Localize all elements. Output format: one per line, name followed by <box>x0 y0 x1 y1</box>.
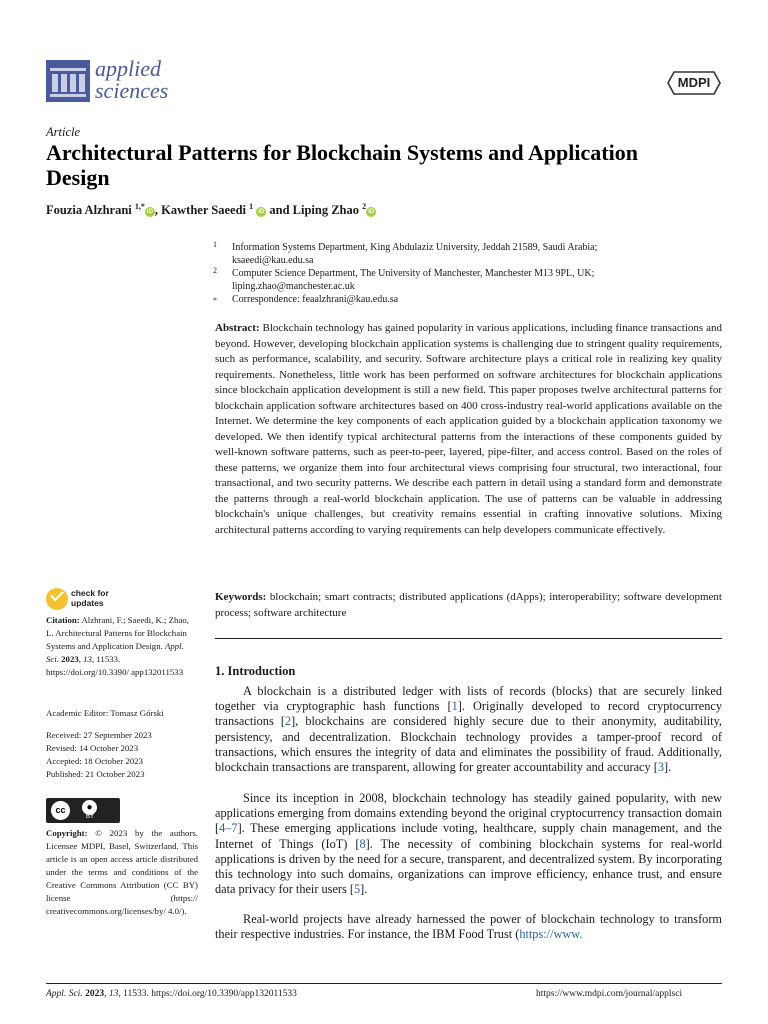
affiliation-line: Information Systems Department, King Abdulaziz University, Jeddah 21589, Saudi Arabia; <box>232 242 598 253</box>
paragraph-text: ]. These emerging applications include voting, healthcare, supply chain management, and the Internet of Things (IoT) [ <box>215 821 722 851</box>
paragraph <box>215 684 722 775</box>
citation-block: Citation: Alzhrani, F.; Saeedi, K.; Zhao, L. Architectural Patterns for Blockchain Systems and Application Design. Appl. Sci. 2023, 13, 11533. https://doi.org/10.3390/ app132011533 <box>46 615 189 677</box>
date-revised: Revised: 14 October 2023 <box>46 743 139 753</box>
author-name: Kawther Saeedi <box>161 203 246 218</box>
date-received: Received: 27 September 2023 <box>46 730 152 740</box>
dates-block <box>46 729 198 781</box>
check-updates-line1: check for <box>71 588 109 598</box>
cc-icon: cc <box>51 801 70 820</box>
date-accepted: Accepted: 18 October 2023 <box>46 756 143 766</box>
footer-volume: 13 <box>108 989 119 999</box>
journal-logo-icon <box>46 60 90 102</box>
citation-journal: Appl. Sci. <box>46 641 184 664</box>
keywords <box>215 590 722 621</box>
keywords-text: blockchain; smart contracts; distributed applications (dApps); interoperability; software development process; software architecture <box>215 591 722 619</box>
correspondence: Correspondence: feaalzhrani@kau.edu.sa <box>232 294 399 305</box>
affiliation-mark: 2 <box>213 266 217 275</box>
affiliation-line: Computer Science Department, The University of Manchester, Manchester M13 9PL, UK; <box>232 268 595 279</box>
abstract <box>215 321 722 538</box>
journal-name-line1: applied <box>95 56 161 81</box>
footer-journal: Appl. Sci. <box>46 989 83 999</box>
citation-link[interactable]: 4–7 <box>219 821 238 836</box>
author-name: Liping Zhao <box>292 203 360 218</box>
paragraph-text: ], blockchains are considered highly secure due to their anonymity, auditability, persistency, and decentralization. Blockchain technology provides a tamper-proof record of transactions, which ensures the integrity of data and eliminates the possibility of fraud. Additionally, blockchain transactions are transparent, allowing for greater accountability and accuracy [ <box>215 714 722 775</box>
copyright-label: Copyright: <box>46 828 88 838</box>
page-title: Architectural Patterns for Blockchain Systems and Application Design <box>46 140 638 190</box>
affiliation-mark: 1 <box>213 240 217 249</box>
citation-link[interactable]: 3 <box>657 760 664 775</box>
affiliation <box>232 242 722 267</box>
author-list: Fouzia Alzhrani $^{1,*}$iD , Kawther Saeedi $^1$ iD and Liping Zhao $^2$iD <box>46 202 375 218</box>
academic-editor: Academic Editor: Tomasz Górski <box>46 708 164 718</box>
keywords-label: Keywords: <box>215 591 267 603</box>
abstract-text: Blockchain technology has gained popularity in various applications, including finance transactions and beyond. However, developing blockchain application systems is challenging due to stringent quality requirements, such as performance, scalability, and security. Software architecture plays a critical role in realizing key quality requirements. Nonetheless, little work has been performed on software architectures for blockchain applications since blockchain application development is still a new field. This paper proposes twelve architectural patterns for blockchain application software architectures based on 400 cross-industry real-world applications available on the Internet. We determine the key components of each application guided by a blockchain application taxonomy we developed. We then identify typical architectural patterns from the interactions of these components guided by well-known software patterns, such as peer-to-peer, layered, pipe-filter, and access control. Based on the roles of these patterns, we organize them into four architectural views comprising four structural, two interactional, four transactional, and two security patterns. We describe each pattern in detail using a standard form and demonstrate the patterns through a real-world blockchain application. The use of patterns can be valuable in addressing blockchain's unique challenges, but creativity remains essential in crafting innovative solutions. Mixing architectural patterns according to varying requirements can help developers communicate effectively. <box>215 322 722 536</box>
section-divider <box>215 638 722 639</box>
journal-name <box>95 58 168 102</box>
cc-by-license-badge[interactable] <box>46 798 120 823</box>
citation-year: 2023 <box>61 654 79 664</box>
author-joiner: and <box>269 203 290 218</box>
paragraph-text: ]. Originally developed to record cryptocurrency transactions [ <box>215 699 723 729</box>
paragraph-text: ]. <box>663 760 672 775</box>
date-published: Published: 21 October 2023 <box>46 769 145 779</box>
section-heading: 1. Introduction <box>215 664 296 678</box>
paragraph <box>215 912 722 942</box>
affiliation-email[interactable]: liping.zhao@manchester.ac.uk <box>232 280 355 292</box>
footer-journal-url[interactable]: https://www.mdpi.com/journal/applsci <box>536 989 683 999</box>
copyright-text: © 2023 by the authors. Licensee MDPI, Basel, Switzerland. This article is an open access article distributed under the terms and conditions of the Creative Commons Attribution (CC BY) license (https:// creativecommons.org/licenses/by/ 4.0/). <box>46 828 199 916</box>
orcid-icon[interactable]: iD <box>368 209 375 216</box>
paragraph-text: Real-world projects have already harnessed the power of blockchain technology to transform their respective industries. For instance, the IBM Food Trust ( <box>215 912 722 942</box>
check-updates-icon <box>46 588 68 610</box>
check-updates-line2: updates <box>71 598 104 608</box>
correspondence-mark: * <box>213 296 217 305</box>
copyright-block <box>46 827 198 918</box>
orcid-icon[interactable]: iD <box>258 209 265 216</box>
article-type: Article <box>46 125 81 139</box>
by-label: BY <box>86 814 95 820</box>
paragraph-text: A blockchain is a distributed ledger with lists of records (blocks) that are securely linked together via cryptographic hash functions [ <box>215 684 722 714</box>
citation-link[interactable]: 5 <box>353 882 361 897</box>
footer-citation: Appl. Sci. 2023, 13, 11533. https://doi.org/10.3390/app132011533 <box>46 989 297 999</box>
paragraph-text: Since its inception in 2008, blockchain technology has steadily gained popularity, with new applications emerging from domains extending beyond the original cryptocurrency transaction domain [ <box>215 791 722 836</box>
url-link[interactable]: https://www. <box>519 927 583 942</box>
abstract-label: Abstract: <box>215 322 260 334</box>
footer-divider <box>46 983 722 984</box>
citation-link[interactable]: 1 <box>451 699 458 714</box>
author-name: Fouzia Alzhrani <box>46 203 132 218</box>
citation-rest[interactable]: , 11533. https://doi.org/10.3390/ app132011533 <box>46 654 184 677</box>
orcid-icon[interactable]: iD <box>146 209 153 216</box>
citation-volume: 13 <box>83 654 92 664</box>
paragraph-text: ]. The necessity of combining blockchain systems for real-world applications is driven by the need for a secure, transparent, and decentralized system. By incorporating this technology into such domains, organizations can improve efficiency, enhance trust, and ensure data privacy for their users [ <box>215 836 722 897</box>
footer-doi[interactable]: , 11533. https://doi.org/10.3390/app132011533 <box>118 989 297 999</box>
citation-text: Alzhrani, F.; Saeedi, K.; Zhao, L. Architectural Patterns for Blockchain Systems and Application Design. <box>46 615 189 651</box>
author-affiliation-mark: 1,* <box>134 202 145 211</box>
publisher-logo-text: MDPI <box>677 75 711 90</box>
footer-year: 2023 <box>85 989 105 999</box>
check-for-updates-button[interactable] <box>46 588 126 610</box>
affiliation-email[interactable]: ksaeedi@kau.edu.sa <box>232 254 314 266</box>
journal-name-line2: sciences <box>95 78 169 103</box>
author-affiliation-mark: 1 <box>249 202 254 211</box>
paragraph-text: ]. <box>360 882 368 897</box>
citation-label: Citation: <box>46 615 80 625</box>
citation-link[interactable]: 2 <box>284 714 292 729</box>
author-affiliation-mark: 2 <box>362 202 367 211</box>
paragraph <box>215 791 722 897</box>
publisher-logo <box>666 70 722 101</box>
citation-link[interactable]: 8 <box>359 836 366 851</box>
attribution-icon: ● <box>82 800 97 815</box>
affiliation <box>232 268 722 293</box>
